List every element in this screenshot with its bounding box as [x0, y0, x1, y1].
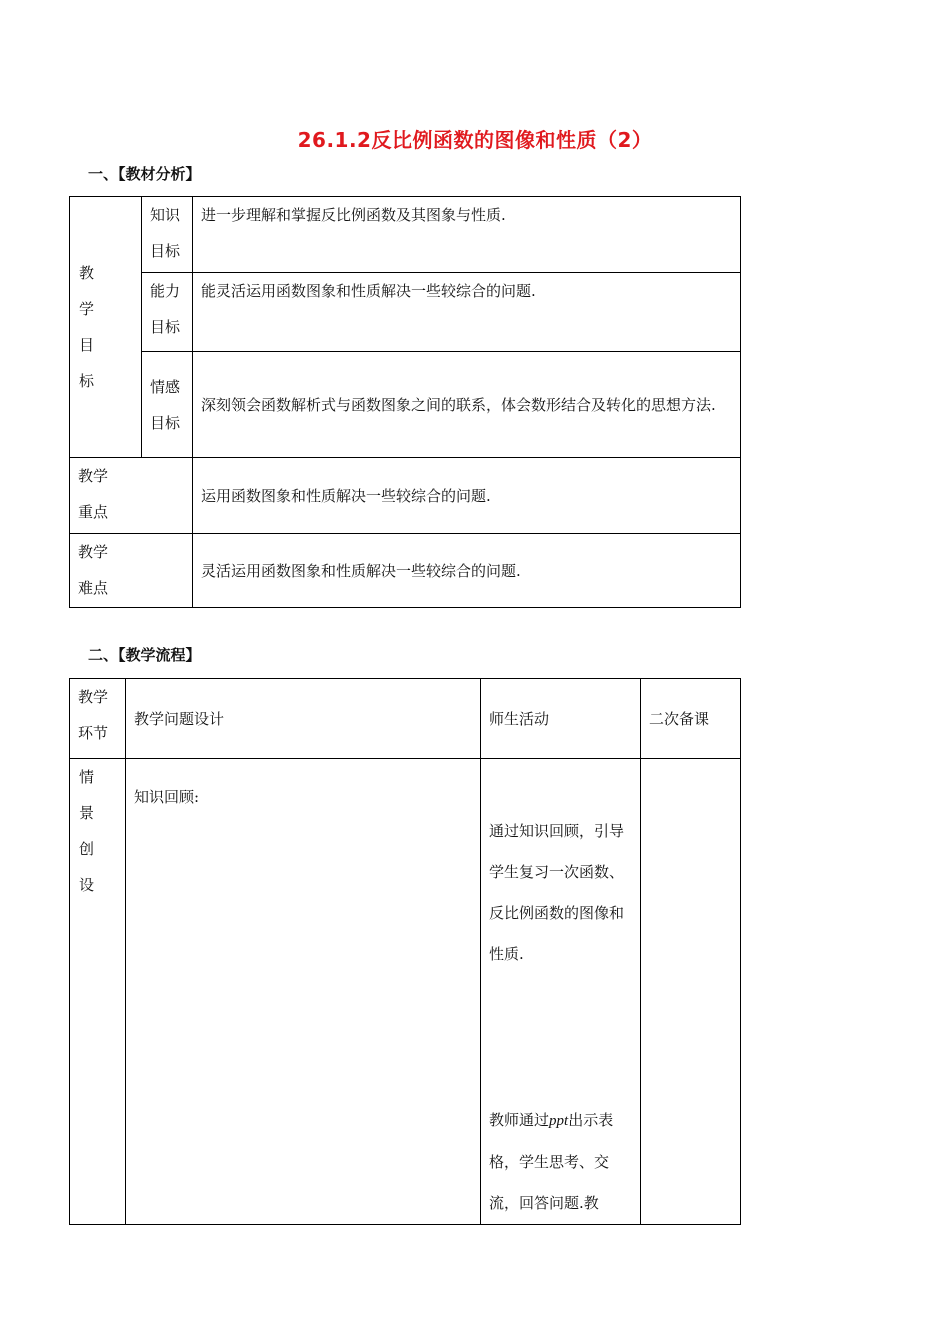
flow-revision-cell — [641, 759, 741, 1225]
flow-header-design: 教学问题设计 — [126, 679, 481, 759]
flow-header-revision: 二次备课 — [641, 679, 741, 759]
flow-activity-review: 通过知识回顾，引导学生复习一次函数、反比例函数的图像和性质. — [489, 822, 625, 963]
difficulty-content: 灵活运用函数图象和性质解决一些较综合的问题. — [193, 534, 741, 608]
flow-design-review: 知识回顾: — [126, 759, 481, 1225]
emotion-goal-label: 情感 目标 — [142, 352, 193, 458]
key-point-content: 运用函数图象和性质解决一些较综合的问题. — [193, 458, 741, 534]
teaching-goal-label: 教 学 目 标 — [70, 197, 142, 458]
flow-header-stage: 教学 环节 — [70, 679, 126, 759]
knowledge-goal-content: 进一步理解和掌握反比例函数及其图象与性质. — [193, 197, 741, 273]
knowledge-goal-label: 知识 目标 — [142, 197, 193, 273]
section-heading-flow: 二、【教学流程】 — [88, 646, 201, 664]
section-heading-analysis: 一、【教材分析】 — [88, 165, 201, 183]
ability-goal-label: 能力 目标 — [142, 273, 193, 352]
flow-table — [69, 678, 741, 1225]
ability-goal-content: 能灵活运用函数图象和性质解决一些较综合的问题. — [193, 273, 741, 352]
key-point-label: 教学 重点 — [70, 458, 193, 534]
page-title: 26.1.2反比例函数的图像和性质（2） — [297, 128, 653, 152]
flow-stage-scenario: 情 景 创 设 — [70, 759, 126, 1225]
activity-text-ppt: ppt — [549, 1113, 569, 1129]
flow-activity-ppt — [489, 1100, 632, 1224]
activity-text-pre: 教师通过 — [489, 1111, 550, 1129]
flow-header-activity: 师生活动 — [481, 679, 641, 759]
emotion-goal-content: 深刻领会函数解析式与函数图象之间的联系，体会数形结合及转化的思想方法. — [193, 352, 741, 458]
difficulty-label: 教学 难点 — [70, 534, 193, 608]
activity-text-post: 出示表格，学生思考、交流，回答问题.教 — [489, 1111, 614, 1212]
flow-activity-cell — [481, 759, 641, 1225]
analysis-table — [69, 196, 741, 608]
